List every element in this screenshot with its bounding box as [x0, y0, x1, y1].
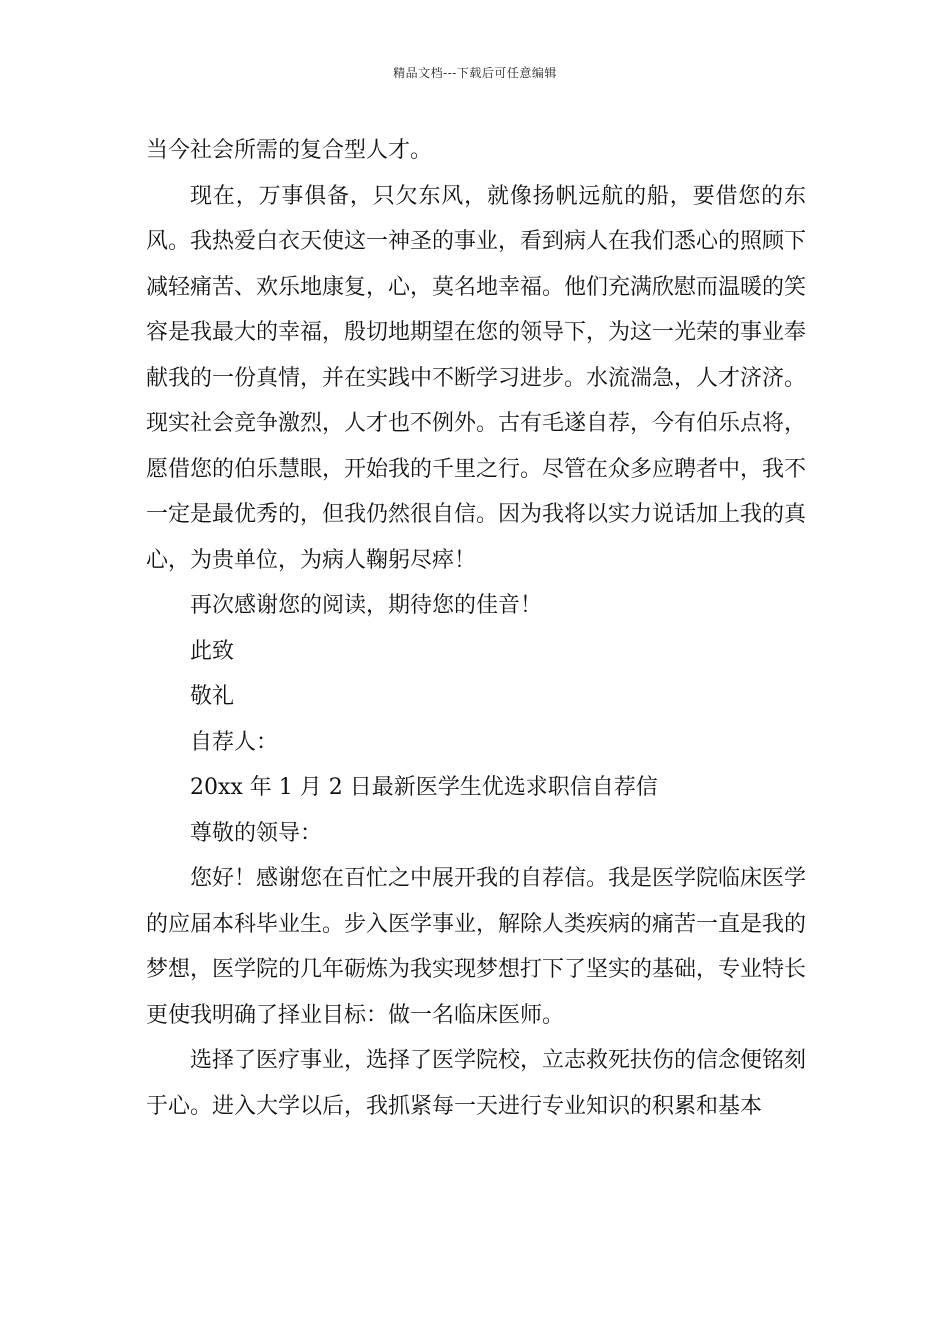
greeting: 尊敬的领导：	[190, 820, 323, 846]
closing-thanks: 再次感谢您的阅读，期待您的佳音！	[190, 593, 543, 618]
page-header: 精品文档---下载后可任意编辑	[393, 66, 557, 80]
paragraph-intro: 您好！感谢您在百忙之中展开我的自荐信。我是医学院临床医学的应届本科毕业生。步入医学事业，解除人类疾病的痛苦一直是我的梦想，医学院的几年砺炼为我实现梦想打下了坚实的基础，专业特长更使我明确了择业目标：做一名临床医师。	[146, 866, 807, 1028]
paragraph-main: 现在，万事俱备，只欠东风，就像扬帆远航的船，要借您的东风。我热爱白衣天使这一神圣的事业，看到病人在我们悉心的照顾下减轻痛苦、欢乐地康复，心，莫名地幸福。他们充满欣慰而温暖的笑容是我最大的幸福，殷切地期望在您的领导下，为这一光荣的事业奉献我的一份真情，并在实践中不断学习进步。水流湍急，人才济济。现实社会竞争激烈，人才也不例外。古有毛遂自荐，今有伯乐点将，愿借您的伯乐慧眼，开始我的千里之行。尽管在众多应聘者中，我不一定是最优秀的，但我仍然很自信。因为我将以实力说话加上我的真心，为贵单位，为病人鞠躬尽瘁！	[146, 183, 807, 573]
document-body	[146, 128, 806, 1129]
signature-label: 自荐人：	[190, 729, 279, 755]
paragraph-final: 选择了医疗事业，选择了医学院校，立志救死扶伤的信念便铭刻于心。进入大学以后，我抓紧每一天进行专业知识的积累和基本	[146, 1048, 807, 1119]
paragraph-continuation: 当今社会所需的复合型人才。	[146, 138, 433, 163]
salutation-cizhi: 此致	[190, 638, 235, 664]
salutation-jingli: 敬礼	[190, 684, 235, 709]
date-title-line: 20xx 年 1 月 2 日最新医学生优选求职信自荐信	[190, 775, 658, 800]
